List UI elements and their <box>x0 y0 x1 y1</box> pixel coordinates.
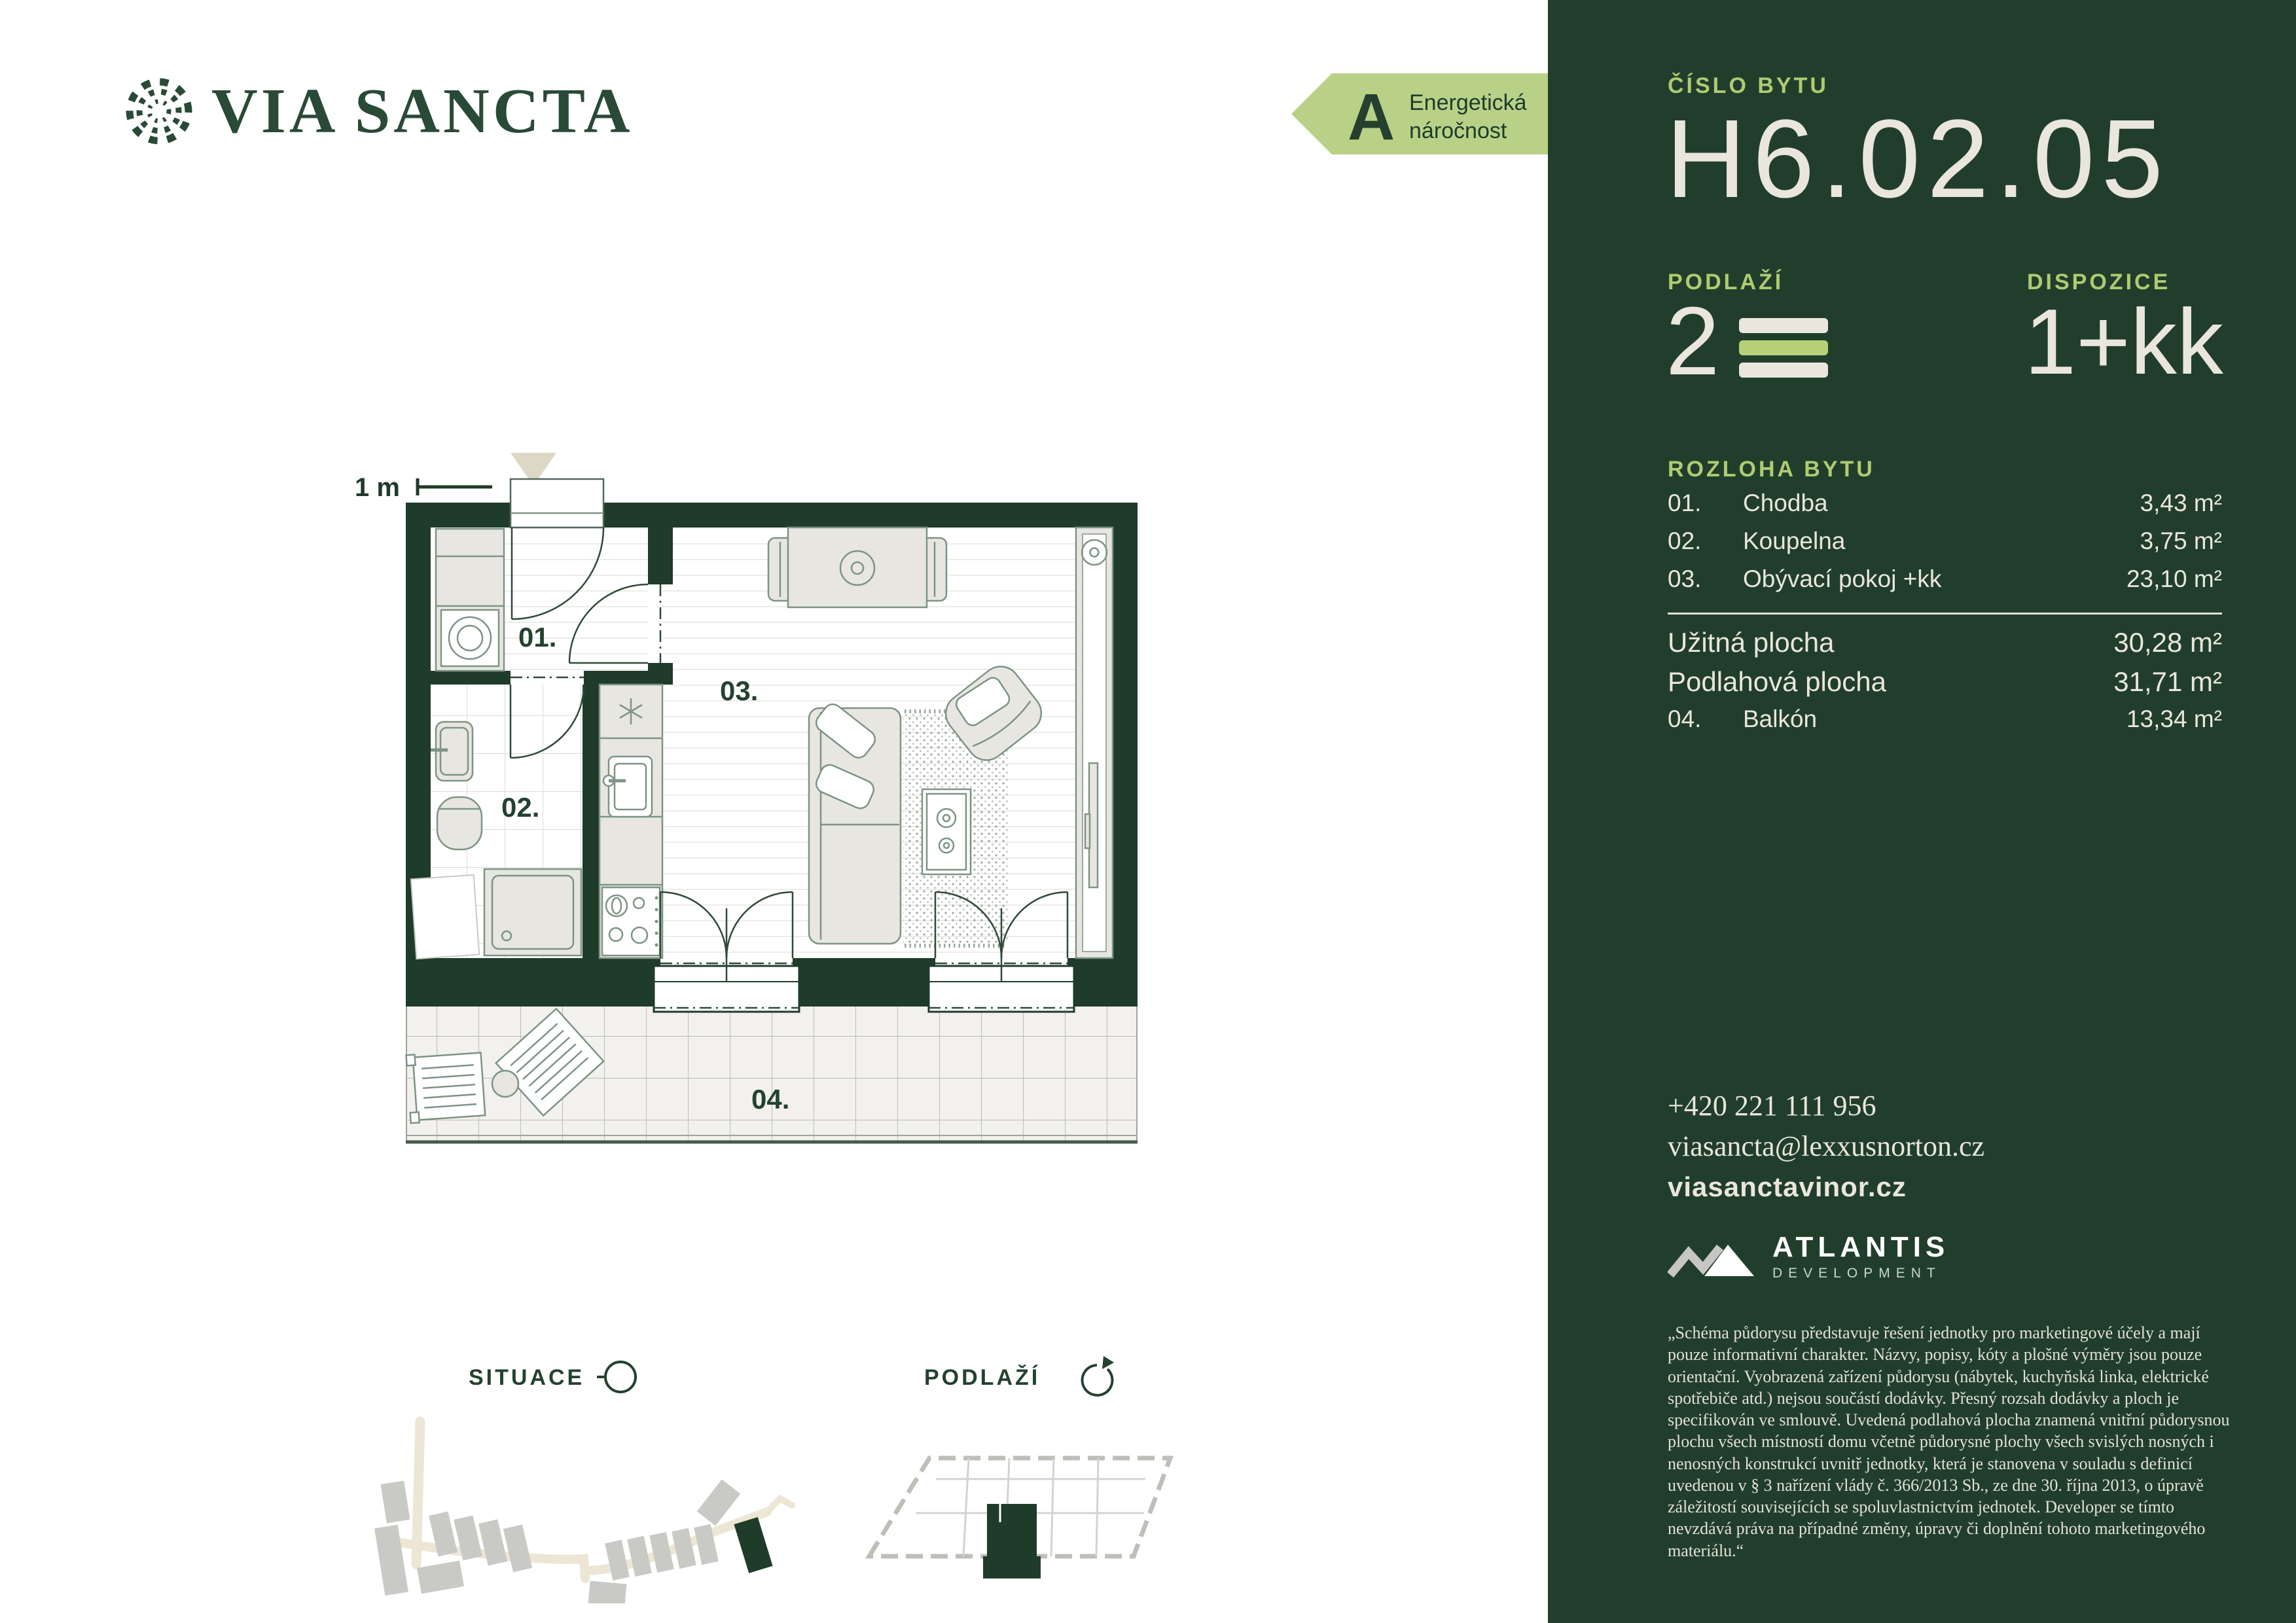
balcony-area: 13,34 m² <box>2126 705 2222 732</box>
room-num: 03. <box>1668 565 1702 592</box>
brand-logo-text: VIA SANCTA <box>211 76 634 147</box>
stove <box>602 887 660 955</box>
room-num: 01. <box>1668 490 1702 516</box>
table-row <box>1668 527 2222 555</box>
highlighted-unit <box>983 1504 1041 1578</box>
floor-plan <box>353 450 1152 1164</box>
room-area: 3,43 m² <box>2140 490 2222 516</box>
toilet <box>437 797 482 849</box>
energy-grade: A <box>1348 80 1395 154</box>
usable-area-name: Užitná plocha <box>1668 627 1835 658</box>
balcony-table <box>492 1071 518 1097</box>
energy-label-line1: Energetická <box>1409 90 1527 115</box>
developer-name: ATLANTIS <box>1772 1231 1950 1263</box>
sofa <box>809 701 901 944</box>
floor-indicator <box>1739 318 1828 385</box>
floor-bar-1 <box>1739 363 1828 378</box>
table-row <box>1668 490 2222 517</box>
floor-bar-3 <box>1739 318 1828 333</box>
site-map <box>340 1348 798 1603</box>
areas-title: ROZLOHA BYTU <box>1668 457 1875 482</box>
kitchen-line <box>600 685 662 958</box>
rotate-icon <box>1083 1356 1114 1395</box>
site-buildings <box>374 1479 740 1603</box>
info-panel <box>1548 0 2296 1623</box>
podlazi-title: PODLAŽÍ <box>924 1365 1041 1390</box>
developer-logo-icon <box>1668 1237 1755 1277</box>
scale-label: 1 m <box>355 473 400 502</box>
shower <box>484 869 581 955</box>
compass-icon <box>597 1362 636 1392</box>
situace-title: SITUACE <box>469 1365 585 1390</box>
table-divider <box>1668 613 2222 615</box>
room-label-01: 01. <box>518 622 557 652</box>
room-num: 02. <box>1668 527 1702 554</box>
site-highlighted-building <box>734 1517 772 1573</box>
developer-logo <box>1668 1233 1949 1281</box>
floor-label: PODLAŽÍ <box>1668 270 1784 294</box>
energy-rating-tag <box>1291 73 1549 154</box>
balcony-num: 04. <box>1668 705 1702 732</box>
room-area: 3,75 m² <box>2140 527 2222 554</box>
floor-area-row <box>1668 666 2222 698</box>
room-area: 23,10 m² <box>2126 565 2222 592</box>
contact-phone: +420 221 111 956 <box>1668 1090 1876 1122</box>
scale-bar <box>355 473 492 502</box>
contact-website: viasanctavinor.cz <box>1668 1171 1907 1202</box>
usable-area-value: 30,28 m² <box>2113 627 2222 658</box>
room-label-04: 04. <box>751 1084 790 1115</box>
window-band <box>1076 527 1113 958</box>
lounge-chair-2 <box>406 1050 486 1123</box>
dining-set <box>768 527 946 607</box>
table-row <box>1668 565 2222 593</box>
balcony-row <box>1668 705 2222 733</box>
floor-area-value: 31,71 m² <box>2113 666 2222 697</box>
room-label-02: 02. <box>501 792 540 823</box>
balcony-name: Balkón <box>1743 705 1818 732</box>
floor-area-name: Podlahová plocha <box>1668 666 1886 697</box>
contact-email: viasancta@lexxusnorton.cz <box>1668 1130 1985 1162</box>
disclaimer-text: „Schéma půdorysu představuje řešení jednotky pro marketingové účely a mají pouze informativní charakter. Názvy, popisy, kóty a plošné výměry jsou pouze orientační. Vyobrazená zařízení půdorysu (nábytek, kuchyňská linka, elektrické spotřebiče atd.) nejsou součástí dodávky. Přesný rozsah dodávky a ploch je specifikován ve smlouvě. Uvedená podlahová plocha znamená vnitřní půdorysnou plochu všech místností domu včetně půdorysné plochy všech svislých nosných i nenosných konstrukcí uvnitř jednotky, která je stanovena v souladu s definicí uvedenou v § 3 nařízení vlády č. 366/2013 Sb., ze dne 30. října 2013, o úpravě záležitostí souvisejících se spoluvlastnictvím jednotek. Developer se tímto nevzdává práva na případné změny, úpravy či doplnění tohoto marketingového materiálu.“ <box>1668 1323 2230 1560</box>
usable-area-row <box>1668 627 2222 658</box>
tv-cabinet <box>922 789 971 874</box>
bath-sink <box>431 722 473 781</box>
developer-subtitle: DEVELOPMENT <box>1772 1266 1941 1281</box>
layout-label: DISPOZICE <box>2027 270 2171 294</box>
unit-number-label: ČÍSLO BYTU <box>1668 73 1829 98</box>
room-name: Koupelna <box>1743 527 1846 554</box>
unit-number: H6.02.05 <box>1666 97 2170 221</box>
brand-logo-icon <box>125 77 193 145</box>
bathroom-niche <box>411 875 479 959</box>
room-label-03: 03. <box>720 675 759 706</box>
layout-value: 1+kk <box>2024 290 2223 394</box>
closet-washer <box>436 529 504 671</box>
energy-label-line2: náročnost <box>1409 118 1507 143</box>
floor-mini-plan <box>838 1348 1204 1603</box>
floor-bar-2-active <box>1739 340 1828 355</box>
brand-logo <box>125 77 633 145</box>
room-name: Chodba <box>1743 490 1828 516</box>
floor-number: 2 <box>1666 287 1720 395</box>
kitchen-sink <box>603 757 652 817</box>
room-name: Obývací pokoj +kk <box>1743 565 1942 592</box>
